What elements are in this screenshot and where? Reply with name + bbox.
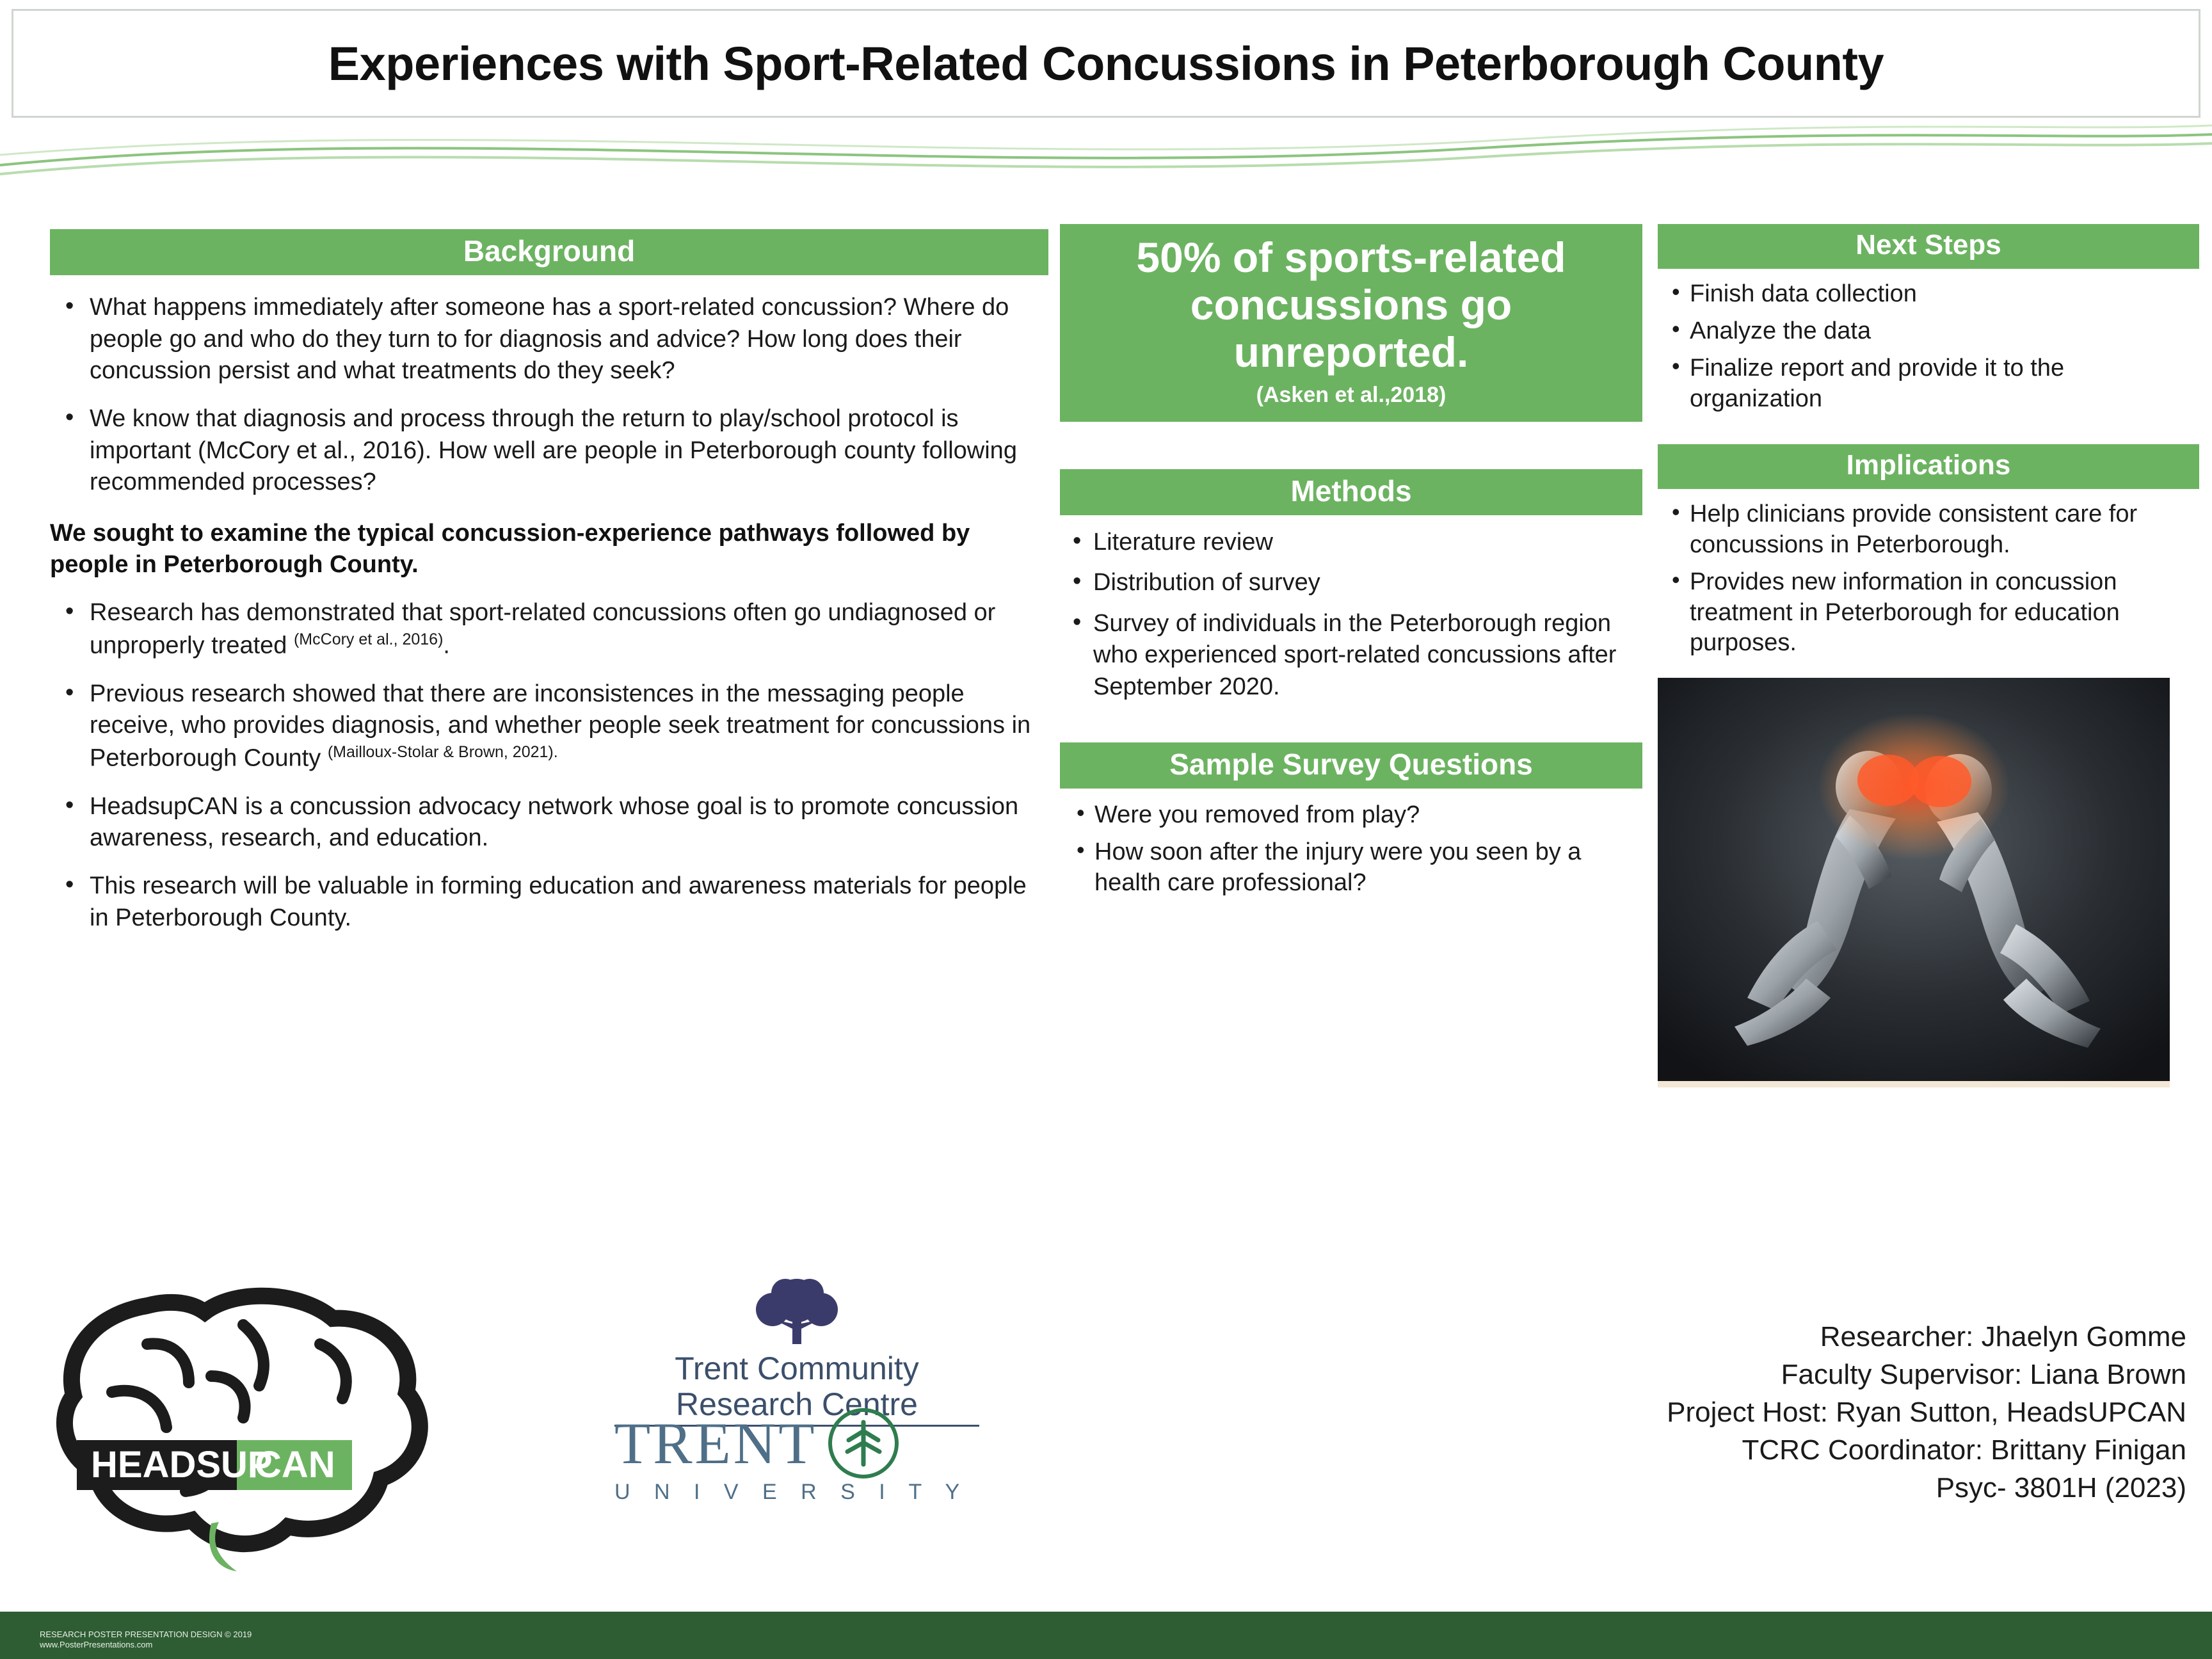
list-item: • What happens immediately after someone has a sport-related concussion? Where do people go and who do they turn to for diagnosis and advice? How long does their concussion persist and what treatments do they seek? [50,292,1048,387]
list-item: • How soon after the injury were you seen by a health care professional? [1071,837,1642,899]
list-item: • Distribution of survey [1060,567,1642,598]
footer-bar [0,1612,2212,1659]
column-right [1658,224,2199,1087]
list-item: • We know that diagnosis and process through the return to play/school protocol is important (McCory et al., 2016). How well are people in Peterborough county following recommended processes? [50,403,1048,498]
section-header-methods: Methods [1060,469,1642,515]
poster-title-band [12,9,2200,118]
statistic-citation: (Asken et al.,2018) [1256,382,1447,407]
background-bullet-list-2 [50,597,1048,934]
credit-line: Project Host: Ryan Sutton, HeadsUPCAN [1667,1396,2186,1428]
list-item: • Finish data collection [1667,279,2199,310]
list-item: • Were you removed from play? [1071,800,1642,831]
spacer [1060,422,1642,469]
brain-icon [51,1280,525,1575]
trent-wordmark: TRENT [614,1411,817,1476]
list-item-text: Previous research showed that there are inconsistences in the messaging people receive, who provides diagnosis, and whether people seek treatment for concussions in Peterborough County [90,680,1031,772]
swoosh-svg [0,115,2212,186]
list-item-text: Research has demonstrated that sport-related concussions often go undiagnosed or unproperly treated [90,599,996,659]
list-item: • HeadsupCAN is a concussion advocacy network whose goal is to promote concussion awareness, research, and education. [50,791,1048,854]
tcrc-line-2: Research Centre [676,1386,918,1422]
page-title: Experiences with Sport-Related Concussions in Peterborough County [328,36,1884,90]
list-item: • Finalize report and provide it to the organization [1667,353,2199,415]
implications-list [1658,499,2199,659]
headsupcan-word1: HEADSUP [91,1444,273,1486]
trent-logo-row [614,1408,1011,1479]
list-item: • Analyze the data [1667,316,2199,347]
column-left [50,229,1048,934]
credit-line: Faculty Supervisor: Liana Brown [1781,1358,2186,1390]
credit-line: Researcher: Jhaelyn Gomme [1820,1321,2186,1352]
illustration-svg [1658,678,2170,1087]
methods-list [1060,527,1642,703]
list-item [50,597,1048,661]
list-item [50,678,1048,774]
tcrc-line-1: Trent Community [675,1350,919,1386]
section-header-implications: Implications [1658,444,2199,489]
spacer-2 [1060,703,1642,742]
statistic-callout [1060,224,1642,422]
credit-line: TCRC Coordinator: Brittany Finigan [1742,1434,2186,1466]
sample-questions-list [1060,800,1642,899]
credits-block [1188,1318,2186,1507]
list-item: • Literature review [1060,527,1642,558]
trent-tree-icon [828,1408,899,1479]
footer-note [40,1630,252,1651]
list-item: • Help clinicians provide consistent care for concussions in Peterborough. [1667,499,2199,561]
decorative-swoosh [0,115,2212,186]
concussion-illustration-image [1658,678,2170,1087]
trent-university-logo [614,1408,1011,1505]
oak-tree-icon [714,1274,880,1350]
list-item: • Provides new information in concussion treatment in Peterborough for education purposes. [1667,567,2199,659]
headsupcan-word2: CAN [255,1444,335,1486]
trent-community-research-centre-logo [614,1274,979,1427]
headsupcan-logo [51,1280,525,1578]
citation-superscript: (Mailloux-Stolar & Brown, 2021). [327,742,558,761]
list-item: • Survey of individuals in the Peterborough region who experienced sport-related concussions after September 2020. [1060,608,1642,703]
credit-line: Psyc- 3801H (2023) [1936,1471,2186,1503]
column-middle [1060,224,1642,899]
footer-note-line-2: www.PosterPresentations.com [40,1639,153,1649]
statistic-text: 50% of sports-related concussions go unreported. [1136,234,1566,376]
section-header-background: Background [50,229,1048,275]
background-bullet-list [50,292,1048,498]
logo-row [38,1267,1062,1600]
spacer-3 [1658,415,2199,444]
background-emphasis: We sought to examine the typical concussion-experience pathways followed by people in Peterborough County. [50,519,970,579]
footer-note-line-1: RESEARCH POSTER PRESENTATION DESIGN © 2019 [40,1629,252,1639]
section-header-sample-questions: Sample Survey Questions [1060,742,1642,789]
trent-university-subtext: U N I V E R S I T Y [614,1480,969,1504]
list-item: • This research will be valuable in forming education and awareness materials for people in Peterborough County. [50,870,1048,934]
section-header-next-steps: Next Steps [1658,224,2199,269]
citation-superscript: (McCory et al., 2016) [293,630,444,648]
next-steps-list [1658,279,2199,415]
list-item-text-end: . [443,632,450,659]
